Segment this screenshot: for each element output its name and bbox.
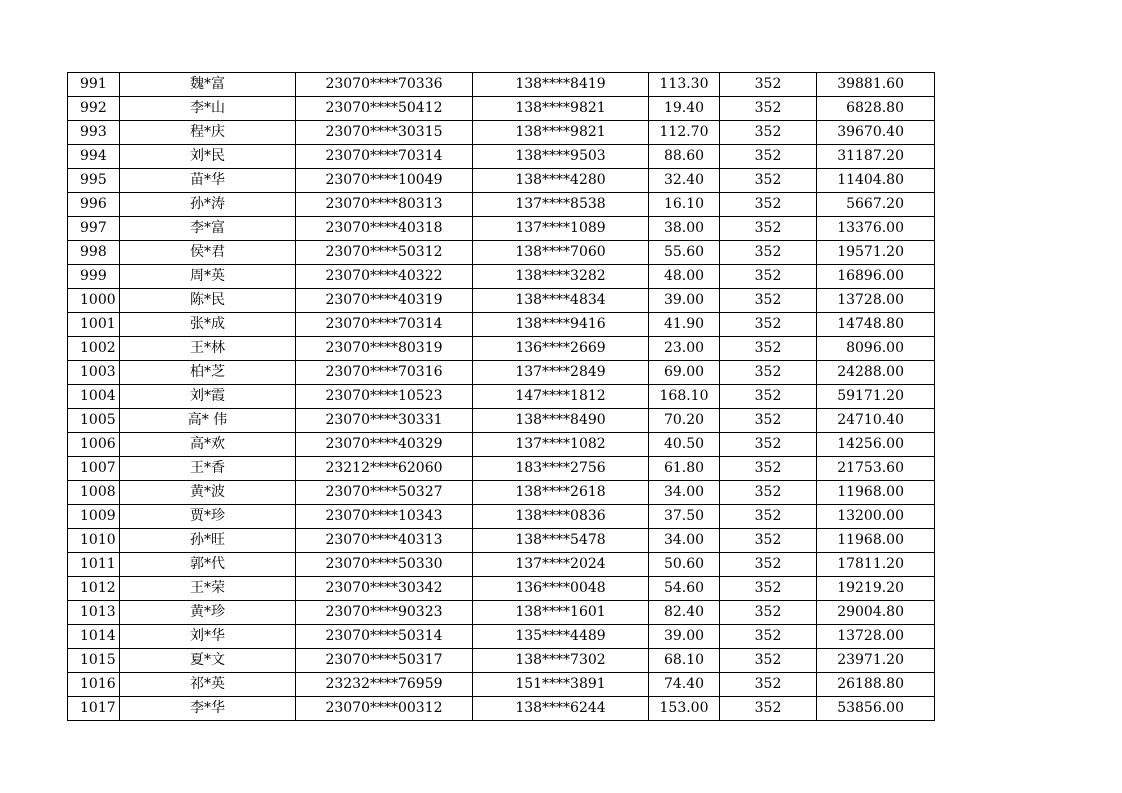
area-cell: 19.40 — [649, 97, 720, 121]
id-number-cell: 23070****40319 — [296, 289, 473, 313]
table-row — [68, 505, 935, 529]
unit-price-cell: 352 — [720, 193, 817, 217]
row-number-cell: 1008 — [68, 481, 120, 505]
id-number-cell: 23070****40329 — [296, 433, 473, 457]
name-cell: 周*英 — [120, 265, 296, 289]
area-cell: 168.10 — [649, 385, 720, 409]
phone-cell: 138****9503 — [473, 145, 649, 169]
row-number-cell: 997 — [68, 217, 120, 241]
row-number-cell: 992 — [68, 97, 120, 121]
amount-cell: 8096.00 — [817, 337, 935, 361]
row-number-cell: 993 — [68, 121, 120, 145]
amount-cell: 13200.00 — [817, 505, 935, 529]
area-cell: 39.00 — [649, 625, 720, 649]
table-row — [68, 361, 935, 385]
area-cell: 34.00 — [649, 481, 720, 505]
amount-cell: 26188.80 — [817, 673, 935, 697]
table-row — [68, 529, 935, 553]
area-cell: 16.10 — [649, 193, 720, 217]
area-cell: 113.30 — [649, 73, 720, 97]
area-cell: 40.50 — [649, 433, 720, 457]
unit-price-cell: 352 — [720, 145, 817, 169]
phone-cell: 151****3891 — [473, 673, 649, 697]
id-number-cell: 23070****80313 — [296, 193, 473, 217]
unit-price-cell: 352 — [720, 457, 817, 481]
phone-cell: 138****3282 — [473, 265, 649, 289]
unit-price-cell: 352 — [720, 433, 817, 457]
table-row — [68, 601, 935, 625]
unit-price-cell: 352 — [720, 553, 817, 577]
id-number-cell: 23232****76959 — [296, 673, 473, 697]
table-row — [68, 457, 935, 481]
phone-cell: 147****1812 — [473, 385, 649, 409]
id-number-cell: 23070****30342 — [296, 577, 473, 601]
unit-price-cell: 352 — [720, 697, 817, 721]
id-number-cell: 23070****00312 — [296, 697, 473, 721]
phone-cell: 137****1082 — [473, 433, 649, 457]
unit-price-cell: 352 — [720, 313, 817, 337]
id-number-cell: 23070****50330 — [296, 553, 473, 577]
row-number-cell: 994 — [68, 145, 120, 169]
id-number-cell: 23070****40318 — [296, 217, 473, 241]
phone-cell: 137****1089 — [473, 217, 649, 241]
row-number-cell: 996 — [68, 193, 120, 217]
row-number-cell: 1009 — [68, 505, 120, 529]
table-row — [68, 385, 935, 409]
area-cell: 32.40 — [649, 169, 720, 193]
unit-price-cell: 352 — [720, 289, 817, 313]
table-row — [68, 313, 935, 337]
name-cell: 苗*华 — [120, 169, 296, 193]
area-cell: 34.00 — [649, 529, 720, 553]
row-number-cell: 1010 — [68, 529, 120, 553]
row-number-cell: 1012 — [68, 577, 120, 601]
area-cell: 23.00 — [649, 337, 720, 361]
table-row — [68, 673, 935, 697]
phone-cell: 138****0836 — [473, 505, 649, 529]
id-number-cell: 23070****50412 — [296, 97, 473, 121]
row-number-cell: 1017 — [68, 697, 120, 721]
phone-cell: 138****2618 — [473, 481, 649, 505]
unit-price-cell: 352 — [720, 649, 817, 673]
name-cell: 程*庆 — [120, 121, 296, 145]
unit-price-cell: 352 — [720, 601, 817, 625]
area-cell: 112.70 — [649, 121, 720, 145]
name-cell: 王*荣 — [120, 577, 296, 601]
phone-cell: 137****2849 — [473, 361, 649, 385]
row-number-cell: 1014 — [68, 625, 120, 649]
row-number-cell: 998 — [68, 241, 120, 265]
phone-cell: 138****7302 — [473, 649, 649, 673]
table-row — [68, 697, 935, 721]
amount-cell: 13728.00 — [817, 625, 935, 649]
id-number-cell: 23070****10049 — [296, 169, 473, 193]
unit-price-cell: 352 — [720, 337, 817, 361]
row-number-cell: 1002 — [68, 337, 120, 361]
id-number-cell: 23070****40313 — [296, 529, 473, 553]
id-number-cell: 23070****70336 — [296, 73, 473, 97]
amount-cell: 24710.40 — [817, 409, 935, 433]
amount-cell: 39670.40 — [817, 121, 935, 145]
id-number-cell: 23070****70314 — [296, 313, 473, 337]
id-number-cell: 23070****90323 — [296, 601, 473, 625]
id-number-cell: 23070****50327 — [296, 481, 473, 505]
unit-price-cell: 352 — [720, 409, 817, 433]
row-number-cell: 1000 — [68, 289, 120, 313]
table-row — [68, 265, 935, 289]
row-number-cell: 991 — [68, 73, 120, 97]
row-number-cell: 1003 — [68, 361, 120, 385]
phone-cell: 138****8490 — [473, 409, 649, 433]
table-row — [68, 241, 935, 265]
id-number-cell: 23070****30331 — [296, 409, 473, 433]
amount-cell: 13728.00 — [817, 289, 935, 313]
amount-cell: 5667.20 — [817, 193, 935, 217]
area-cell: 41.90 — [649, 313, 720, 337]
unit-price-cell: 352 — [720, 169, 817, 193]
table-row — [68, 577, 935, 601]
row-number-cell: 1006 — [68, 433, 120, 457]
table-body — [68, 73, 935, 721]
phone-cell: 138****4834 — [473, 289, 649, 313]
amount-cell: 14256.00 — [817, 433, 935, 457]
phone-cell: 137****8538 — [473, 193, 649, 217]
amount-cell: 39881.60 — [817, 73, 935, 97]
name-cell: 李*富 — [120, 217, 296, 241]
area-cell: 74.40 — [649, 673, 720, 697]
unit-price-cell: 352 — [720, 217, 817, 241]
phone-cell: 138****9821 — [473, 121, 649, 145]
table-row — [68, 217, 935, 241]
phone-cell: 138****7060 — [473, 241, 649, 265]
phone-cell: 138****5478 — [473, 529, 649, 553]
phone-cell: 136****0048 — [473, 577, 649, 601]
name-cell: 柏*芝 — [120, 361, 296, 385]
name-cell: 刘*霞 — [120, 385, 296, 409]
area-cell: 48.00 — [649, 265, 720, 289]
phone-cell: 138****9821 — [473, 97, 649, 121]
name-cell: 刘*华 — [120, 625, 296, 649]
area-cell: 54.60 — [649, 577, 720, 601]
table-row — [68, 169, 935, 193]
name-cell: 侯*君 — [120, 241, 296, 265]
id-number-cell: 23070****50317 — [296, 649, 473, 673]
name-cell: 刘*民 — [120, 145, 296, 169]
unit-price-cell: 352 — [720, 577, 817, 601]
id-number-cell: 23070****70316 — [296, 361, 473, 385]
id-number-cell: 23070****50312 — [296, 241, 473, 265]
phone-cell: 138****9416 — [473, 313, 649, 337]
phone-cell: 183****2756 — [473, 457, 649, 481]
amount-cell: 14748.80 — [817, 313, 935, 337]
name-cell: 黄*珍 — [120, 601, 296, 625]
name-cell: 夏*文 — [120, 649, 296, 673]
id-number-cell: 23070****30315 — [296, 121, 473, 145]
table-row — [68, 289, 935, 313]
area-cell: 88.60 — [649, 145, 720, 169]
name-cell: 郭*代 — [120, 553, 296, 577]
unit-price-cell: 352 — [720, 73, 817, 97]
unit-price-cell: 352 — [720, 241, 817, 265]
id-number-cell: 23070****80319 — [296, 337, 473, 361]
name-cell: 祁*英 — [120, 673, 296, 697]
row-number-cell: 995 — [68, 169, 120, 193]
unit-price-cell: 352 — [720, 385, 817, 409]
row-number-cell: 999 — [68, 265, 120, 289]
table-row — [68, 121, 935, 145]
table-row — [68, 73, 935, 97]
amount-cell: 11404.80 — [817, 169, 935, 193]
row-number-cell: 1005 — [68, 409, 120, 433]
amount-cell: 21753.60 — [817, 457, 935, 481]
table-row — [68, 481, 935, 505]
amount-cell: 19219.20 — [817, 577, 935, 601]
id-number-cell: 23070****10523 — [296, 385, 473, 409]
area-cell: 82.40 — [649, 601, 720, 625]
unit-price-cell: 352 — [720, 97, 817, 121]
id-number-cell: 23070****10343 — [296, 505, 473, 529]
phone-cell: 137****2024 — [473, 553, 649, 577]
row-number-cell: 1001 — [68, 313, 120, 337]
name-cell: 李*华 — [120, 697, 296, 721]
name-cell: 张*成 — [120, 313, 296, 337]
amount-cell: 11968.00 — [817, 481, 935, 505]
unit-price-cell: 352 — [720, 361, 817, 385]
area-cell: 61.80 — [649, 457, 720, 481]
amount-cell: 59171.20 — [817, 385, 935, 409]
phone-cell: 138****1601 — [473, 601, 649, 625]
name-cell: 孙*涛 — [120, 193, 296, 217]
id-number-cell: 23070****40322 — [296, 265, 473, 289]
area-cell: 70.20 — [649, 409, 720, 433]
name-cell: 高*欢 — [120, 433, 296, 457]
phone-cell: 135****4489 — [473, 625, 649, 649]
unit-price-cell: 352 — [720, 529, 817, 553]
row-number-cell: 1004 — [68, 385, 120, 409]
row-number-cell: 1013 — [68, 601, 120, 625]
name-cell: 李*山 — [120, 97, 296, 121]
area-cell: 55.60 — [649, 241, 720, 265]
amount-cell: 19571.20 — [817, 241, 935, 265]
area-cell: 68.10 — [649, 649, 720, 673]
unit-price-cell: 352 — [720, 505, 817, 529]
unit-price-cell: 352 — [720, 121, 817, 145]
table-row — [68, 97, 935, 121]
phone-cell: 138****8419 — [473, 73, 649, 97]
table-row — [68, 145, 935, 169]
area-cell: 153.00 — [649, 697, 720, 721]
name-cell: 王*林 — [120, 337, 296, 361]
name-cell: 魏*富 — [120, 73, 296, 97]
row-number-cell: 1015 — [68, 649, 120, 673]
data-table — [67, 72, 935, 721]
row-number-cell: 1011 — [68, 553, 120, 577]
table-row — [68, 409, 935, 433]
table-row — [68, 625, 935, 649]
area-cell: 38.00 — [649, 217, 720, 241]
amount-cell: 23971.20 — [817, 649, 935, 673]
area-cell: 50.60 — [649, 553, 720, 577]
amount-cell: 17811.20 — [817, 553, 935, 577]
amount-cell: 24288.00 — [817, 361, 935, 385]
amount-cell: 11968.00 — [817, 529, 935, 553]
unit-price-cell: 352 — [720, 673, 817, 697]
amount-cell: 29004.80 — [817, 601, 935, 625]
unit-price-cell: 352 — [720, 481, 817, 505]
amount-cell: 13376.00 — [817, 217, 935, 241]
name-cell: 黄*波 — [120, 481, 296, 505]
id-number-cell: 23070****50314 — [296, 625, 473, 649]
phone-cell: 138****4280 — [473, 169, 649, 193]
amount-cell: 53856.00 — [817, 697, 935, 721]
row-number-cell: 1007 — [68, 457, 120, 481]
unit-price-cell: 352 — [720, 265, 817, 289]
unit-price-cell: 352 — [720, 625, 817, 649]
name-cell: 孙*旺 — [120, 529, 296, 553]
phone-cell: 138****6244 — [473, 697, 649, 721]
name-cell: 高* 伟 — [120, 409, 296, 433]
area-cell: 39.00 — [649, 289, 720, 313]
table-row — [68, 337, 935, 361]
area-cell: 69.00 — [649, 361, 720, 385]
name-cell: 贾*珍 — [120, 505, 296, 529]
amount-cell: 31187.20 — [817, 145, 935, 169]
row-number-cell: 1016 — [68, 673, 120, 697]
table-row — [68, 433, 935, 457]
id-number-cell: 23212****62060 — [296, 457, 473, 481]
table-row — [68, 553, 935, 577]
table-row — [68, 649, 935, 673]
id-number-cell: 23070****70314 — [296, 145, 473, 169]
amount-cell: 16896.00 — [817, 265, 935, 289]
name-cell: 王*香 — [120, 457, 296, 481]
name-cell: 陈*民 — [120, 289, 296, 313]
amount-cell: 6828.80 — [817, 97, 935, 121]
phone-cell: 136****2669 — [473, 337, 649, 361]
table-row — [68, 193, 935, 217]
area-cell: 37.50 — [649, 505, 720, 529]
